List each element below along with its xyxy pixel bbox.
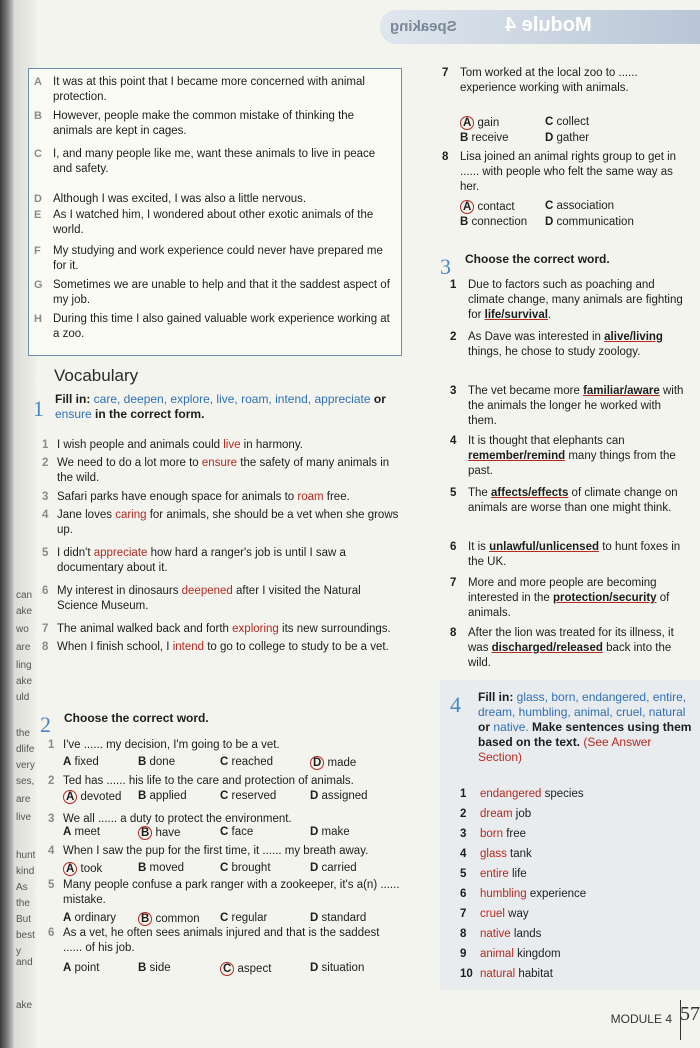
margin-bleed-text: ake (16, 676, 33, 687)
item-answer: entire (480, 868, 509, 880)
option-word: regular (228, 912, 268, 924)
option-letter: A (63, 862, 77, 876)
option-word: aspect (234, 963, 272, 975)
word-list: care, deepen, explore, live, roam, intend, appreciate (93, 392, 371, 406)
item-choice: protection/security (553, 592, 657, 604)
option-word: gain (474, 117, 500, 129)
item-number: 5 (42, 547, 49, 559)
option-word: reserved (228, 790, 277, 802)
margin-bleed-text: kind (16, 866, 35, 877)
ex2-option (138, 756, 175, 768)
option-letter: A (63, 912, 72, 924)
right-mc-option (460, 132, 509, 144)
ex2-option (138, 826, 180, 840)
item-number: 8 (460, 928, 467, 940)
option-word: make (318, 826, 350, 838)
exercise-2-instruction: Choose the correct word. (64, 711, 209, 725)
item-number: 1 (42, 439, 49, 451)
item-number: 4 (48, 845, 55, 857)
option-letter: C (220, 962, 234, 976)
right-mc-option (460, 200, 515, 214)
item-text (468, 626, 692, 671)
margin-bleed-text: ses, (16, 776, 35, 787)
option-letter: B (138, 756, 147, 768)
item-choice: alive/living (604, 331, 663, 343)
page-number: 57 (680, 1003, 700, 1025)
option-letter: B (138, 862, 147, 874)
item-text (468, 384, 692, 429)
item-text (480, 948, 561, 960)
option-word: side (146, 962, 171, 974)
option-word: applied (146, 790, 187, 802)
item-text (480, 908, 529, 920)
item-number: 3 (460, 828, 467, 840)
sentence-text: During this time I also gained valuable work experience working at a zoo. (53, 313, 390, 340)
item-text (480, 868, 527, 880)
item-choice: affects/effects (491, 487, 569, 499)
item-number: 8 (42, 641, 49, 653)
ex2-option (63, 826, 100, 838)
item-answer: caring (115, 509, 147, 521)
item-text: We all ...... a duty to protect the environment. (63, 813, 292, 825)
item-text (480, 928, 541, 940)
item-number: 7 (450, 577, 457, 589)
item-text (468, 576, 692, 621)
item-number: 3 (450, 385, 457, 397)
option-word: standard (318, 912, 367, 924)
item-number: 6 (42, 585, 49, 597)
item-text-post: way (504, 908, 529, 920)
item-number: 7 (42, 623, 49, 635)
item-text (468, 330, 692, 360)
option-letter: C (220, 790, 229, 802)
item-answer: cruel (480, 908, 505, 920)
option-letter: A (63, 826, 72, 838)
instr-suffix: Make sentences using them based on the text. (478, 720, 692, 749)
ex2-option (63, 962, 99, 974)
item-text-pre: Due to factors such as poaching and climate change, many animals are fighting for (468, 279, 683, 321)
option-letter: B (138, 912, 152, 926)
item-number: 2 (460, 808, 467, 820)
sentence-letter: F (34, 245, 41, 257)
exercise-1-instruction (55, 392, 400, 422)
item-text (57, 490, 400, 505)
option-word: common (152, 913, 200, 925)
item-text-post: of animals. (468, 592, 670, 619)
option-letter: D (310, 826, 319, 838)
right-mc-option (545, 132, 589, 144)
item-answer: native (480, 928, 511, 940)
item-choice: remember/remind (468, 450, 566, 462)
margin-bleed-text: ling (16, 660, 32, 671)
item-number: 2 (48, 775, 55, 787)
item-number: 7 (442, 67, 449, 79)
item-answer: humbling (480, 888, 527, 900)
item-text-post: species (541, 788, 584, 800)
item-text-post: experience (526, 888, 587, 900)
ex2-option (310, 790, 368, 802)
item-number: 10 (460, 968, 473, 980)
option-word: devoted (77, 791, 122, 803)
ex2-option (220, 862, 271, 874)
option-word: communication (553, 216, 634, 228)
item-text-pre: The vet became more (468, 385, 584, 397)
ex2-option (310, 962, 364, 974)
option-word: association (553, 200, 615, 212)
item-text-post: to go to college to study to be a vet. (204, 641, 389, 653)
item-number: 5 (450, 487, 457, 499)
item-number: 3 (48, 813, 55, 825)
item-text-pre: More and more people are becoming interested in the (468, 577, 657, 604)
option-letter: C (220, 912, 229, 924)
option-letter: B (138, 962, 147, 974)
item-text-pre: The animal walked back and forth (57, 623, 233, 635)
item-text-post: with the animals the longer he worked with them. (468, 385, 684, 427)
exercise-3-instruction: Choose the correct word. (465, 252, 610, 266)
ex2-option (220, 912, 267, 924)
option-letter: A (63, 790, 77, 804)
right-mc-option (545, 216, 634, 228)
option-letter: D (310, 862, 319, 874)
option-letter: B (138, 826, 152, 840)
ex2-option (138, 962, 171, 974)
option-word: done (146, 756, 176, 768)
item-text-post: its new surroundings. (278, 623, 391, 635)
item-answer: dream (480, 808, 513, 820)
item-text (468, 540, 692, 570)
item-answer: appreciate (93, 547, 148, 559)
option-letter: D (545, 132, 554, 144)
exercise-4-number: 4 (450, 692, 461, 717)
option-word: connection (468, 216, 528, 228)
item-text-post: things, he chose to study zoology. (468, 346, 641, 358)
option-word: moved (146, 862, 185, 874)
item-text (57, 622, 400, 637)
right-mc-option (545, 116, 589, 128)
item-answer: deepened (181, 585, 233, 597)
instr-or: or (478, 720, 490, 734)
ex2-option (310, 912, 366, 924)
item-number: 8 (442, 151, 449, 163)
item-text: I've ...... my decision, I'm going to be a vet. (63, 739, 280, 751)
option-letter: B (460, 132, 469, 144)
margin-bleed-text: As (16, 882, 28, 893)
module-header (380, 10, 700, 44)
margin-bleed-text: ake (16, 1000, 33, 1011)
item-number: 3 (42, 491, 49, 503)
ex2-option (310, 862, 357, 874)
item-number: 7 (460, 908, 467, 920)
option-letter: B (460, 216, 469, 228)
item-text (57, 438, 400, 453)
margin-bleed-text: the (16, 898, 30, 909)
ex2-option (138, 790, 187, 802)
option-word: collect (553, 116, 590, 128)
option-letter: C (220, 826, 229, 838)
option-letter: A (460, 200, 474, 214)
option-word: contact (474, 201, 515, 213)
right-mc-option (545, 200, 614, 212)
item-text-pre: After the lion was treated for its illness, it was (468, 627, 674, 654)
item-text (57, 546, 400, 576)
item-text-post: the safety of many animals in the wild. (57, 457, 390, 484)
item-choice: life/survival (484, 309, 548, 321)
ex2-option (310, 826, 350, 838)
item-text (480, 788, 584, 800)
item-number: 1 (460, 788, 467, 800)
margin-bleed-text: are (16, 794, 31, 805)
option-letter: D (545, 216, 554, 228)
item-text: Ted has ...... his life to the care and protection of animals. (63, 775, 354, 787)
margin-bleed-text: live (16, 812, 32, 823)
item-text-post: free. (323, 491, 350, 503)
item-text (468, 434, 692, 479)
option-word: point (71, 962, 100, 974)
item-number: 4 (450, 435, 457, 447)
item-text-post: for animals, she should be a vet when she grows up. (57, 509, 399, 536)
item-text-post: of climate change on animals are worse than one might think. (468, 487, 678, 514)
sentence-letter: A (34, 76, 42, 88)
option-word: situation (318, 962, 365, 974)
option-letter: D (310, 790, 319, 802)
instr-suffix: in the correct form. (95, 407, 205, 421)
item-answer: ensure (201, 457, 238, 469)
option-letter: C (220, 862, 229, 874)
item-text: As a vet, he often sees animals injured and that is the saddest ...... of his job. (63, 927, 380, 954)
word-list: glass, born, endangered, entire, dream, humbling, animal, cruel, natural (478, 690, 687, 719)
item-answer: endangered (480, 788, 542, 800)
margin-bleed-text: ake (16, 606, 33, 617)
item-text: Tom worked at the local zoo to ...... experience working with animals. (460, 67, 638, 94)
sentence-letter: B (34, 110, 42, 122)
sentence-letter: G (34, 279, 43, 291)
item-text-post: free (503, 828, 527, 840)
item-text-pre: We need to do a lot more to (57, 457, 202, 469)
item-text-post: many things from the past. (468, 450, 676, 477)
item-answer: glass (480, 848, 507, 860)
instr-prefix: Fill in: (55, 392, 91, 406)
item-text (480, 828, 526, 840)
option-letter: B (138, 790, 147, 802)
margin-bleed-text: uld (16, 692, 30, 703)
sentence-text: It was at this point that I became more concerned with animal protection. (53, 76, 365, 103)
item-answer: intend (172, 641, 205, 653)
item-text: When I saw the pup for the first time, it ...... my breath away. (63, 845, 369, 857)
option-letter: C (545, 200, 554, 212)
margin-bleed-text: wo (16, 624, 29, 635)
exercise-4-instruction (478, 690, 696, 765)
item-text (480, 968, 553, 980)
item-number: 1 (450, 279, 457, 291)
item-text-pre: When I finish school, I (57, 641, 173, 653)
item-text (57, 508, 400, 538)
instr-prefix: Fill in: (478, 690, 514, 704)
item-number: 6 (450, 541, 457, 553)
option-letter: A (460, 116, 474, 130)
item-text: Many people confuse a park ranger with a zookeeper, it's a(n) ...... mistake. (63, 879, 400, 906)
item-choice: discharged/released (491, 642, 603, 654)
sentence-text: As I watched him, I wondered about other exotic animals of the world. (53, 209, 374, 236)
sentence-letter: C (34, 148, 42, 160)
item-answer: animal (480, 948, 514, 960)
item-text-post: after I visited the Natural Science Museum. (57, 585, 361, 612)
item-text-post: back into the wild. (468, 642, 672, 669)
instr-or: or (373, 392, 386, 406)
item-text-pre: Safari parks have enough space for animals to (57, 491, 298, 503)
item-number: 1 (48, 739, 55, 751)
item-text-pre: Jane loves (57, 509, 116, 521)
item-number: 2 (450, 331, 457, 343)
option-word: meet (71, 826, 101, 838)
item-answer: natural (480, 968, 516, 980)
item-number: 5 (460, 868, 467, 880)
margin-bleed-text: y and (16, 946, 33, 968)
sentence-text: Although I was excited, I was also a little nervous. (53, 193, 307, 205)
margin-bleed-text: the (16, 728, 30, 739)
sentence-box (28, 68, 402, 356)
item-number: 6 (48, 927, 55, 939)
item-answer: roam (297, 491, 324, 503)
item-number: 4 (460, 848, 467, 860)
margin-bleed-text: best (16, 930, 35, 941)
option-letter: D (310, 756, 324, 770)
item-text (480, 888, 586, 900)
item-number: 4 (42, 509, 49, 521)
exercise-3-number: 3 (440, 254, 451, 279)
item-text-post: lands (510, 928, 542, 940)
sentence-letter: E (34, 209, 42, 221)
sentence-letter: H (34, 313, 42, 325)
exercise-1-number: 1 (33, 396, 44, 421)
option-word: receive (468, 132, 509, 144)
sentence-letter: D (34, 193, 42, 205)
item-text (480, 808, 531, 820)
margin-bleed-text: hunt (16, 850, 36, 861)
exercise-2-number: 2 (40, 712, 51, 737)
option-word: fixed (71, 756, 99, 768)
item-text-post: to hunt foxes in the UK. (468, 541, 681, 568)
item-text (57, 640, 400, 655)
ex2-option (63, 862, 102, 876)
item-answer: live (223, 439, 241, 451)
vocabulary-title: Vocabulary (54, 366, 139, 385)
option-word: have (152, 827, 181, 839)
item-text-pre: It is thought that elephants can (468, 435, 625, 447)
option-word: gather (553, 132, 590, 144)
item-text-pre: It is (468, 541, 490, 553)
ex2-option (220, 826, 253, 838)
option-word: made (324, 757, 357, 769)
item-text-post: life (508, 868, 527, 880)
option-word: reached (228, 756, 274, 768)
option-letter: D (310, 962, 319, 974)
item-choice: unlawful/unlicensed (489, 541, 599, 553)
item-text-post: tank (506, 848, 532, 860)
option-word: carried (318, 862, 357, 874)
option-letter: C (545, 116, 554, 128)
header-title: Module 4 (505, 14, 592, 36)
margin-bleed-text: very (16, 760, 35, 771)
item-text-pre: I wish people and animals could (57, 439, 224, 451)
header-subtitle: Speaking (390, 18, 457, 35)
item-number: 9 (460, 948, 467, 960)
option-word: ordinary (71, 912, 117, 924)
option-word: took (77, 863, 103, 875)
option-letter: D (310, 912, 319, 924)
item-answer: born (480, 828, 504, 840)
margin-bleed-text: are (16, 642, 31, 653)
ex2-option (63, 790, 121, 804)
right-mc-option (460, 116, 499, 130)
sentence-text: I, and many people like me, want these animals to live in peace and safety. (53, 148, 376, 175)
ex2-option (138, 912, 200, 926)
item-text-post: kingdom (513, 948, 561, 960)
sentence-text: My studying and work experience could never have prepared me for it. (53, 245, 383, 272)
item-text-post: job (512, 808, 532, 820)
word-last: native. (493, 720, 529, 734)
item-choice: familiar/aware (583, 385, 660, 397)
sentence-text: Sometimes we are unable to help and that it the saddest aspect of my job. (53, 279, 390, 306)
ex2-option (138, 862, 184, 874)
item-text-pre: I didn't (57, 547, 94, 559)
option-word: assigned (318, 790, 368, 802)
option-letter: C (220, 756, 229, 768)
item-answer: exploring (232, 623, 279, 635)
item-number: 2 (42, 457, 49, 469)
option-letter: A (63, 756, 72, 768)
item-text (57, 456, 400, 486)
answer-note: (See Answer Section) (478, 735, 652, 764)
ex2-option (220, 756, 273, 768)
ex2-option (63, 756, 99, 768)
right-mc-option (460, 216, 527, 228)
item-text-pre: The (468, 487, 492, 499)
item-text (480, 848, 532, 860)
item-text-post: how hard a ranger's job is until I saw a documentary about it. (57, 547, 346, 574)
item-text-post: habitat (515, 968, 553, 980)
word-last: ensure (55, 407, 92, 421)
book-spine (0, 0, 14, 1048)
item-text (57, 584, 400, 614)
item-text-post: . (547, 309, 552, 321)
item-text-post: in harmony. (240, 439, 303, 451)
item-number: 6 (460, 888, 467, 900)
margin-bleed-text: But (16, 914, 32, 925)
footer-module: MODULE 4 (610, 1012, 672, 1026)
ex2-option (220, 962, 271, 976)
sentence-text: However, people make the common mistake of thinking the animals are kept in cages. (53, 110, 355, 137)
option-word: face (228, 826, 254, 838)
item-number: 8 (450, 627, 457, 639)
item-number: 5 (48, 879, 55, 891)
item-text-pre: My interest in dinosaurs (57, 585, 182, 597)
item-text: Lisa joined an animal rights group to get in ...... with people who felt the same way as her. (460, 151, 677, 193)
option-letter: A (63, 962, 72, 974)
ex2-option (220, 790, 276, 802)
margin-bleed-text: can (16, 590, 33, 601)
ex2-option (310, 756, 356, 770)
ex2-option (63, 912, 116, 924)
item-text (468, 278, 692, 323)
item-text-pre: As Dave was interested in (468, 331, 605, 343)
item-text (468, 486, 692, 516)
margin-bleed-text: dlife (16, 744, 35, 755)
option-word: brought (228, 862, 271, 874)
